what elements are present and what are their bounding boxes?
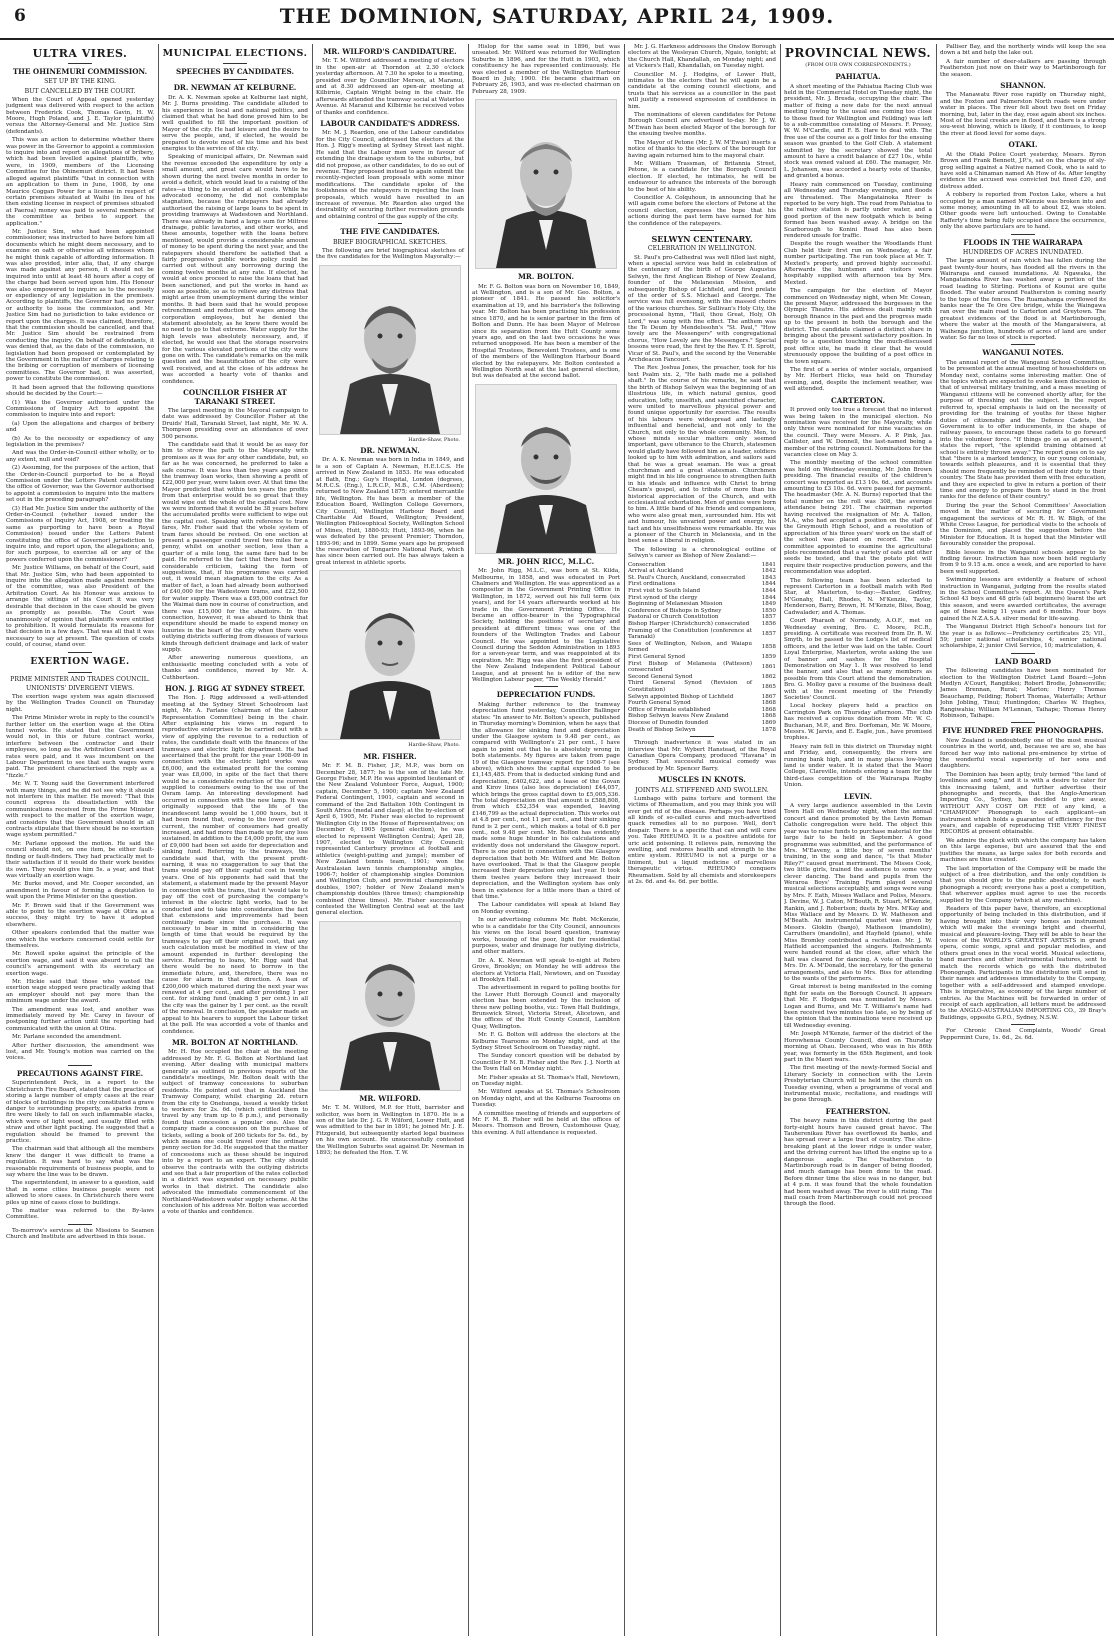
portrait-newman [319, 265, 461, 435]
headline-exertion-wage: EXERTION WAGE. [30, 656, 130, 667]
selwyn-chronology-table [628, 562, 776, 733]
paragraph: The Rev. Joshua Jones, the preacher, took for his text Psalm xix. 2, "He hath made me a polished shaft." In the course of his remarks, he said that the birth of Bishop Selwyn was the beginning of an illustrious life, in which natural genius, good education, lofty, unselfish, and sanctified character, were united to marvellous physical power and found unique opportunity for exercise. The results of his labours were widespread and lastingly influential and beneficial, and not only to the Church, not only to the whole community. Men, to whose minds secular matters only seemed important, gave utterance to the Church, statesmen would gladly have followed him as a leader, soldiers looked up to him with admiration, and sailors said that he was a great seaman. He was a great churchman and a great statesman. Churchmen might find in his life congruence to strengthen faith in his ideals and influence with Christ to bring Cheam's gospel, and to tribute of more than his historical appreciation of the Church, and with ecclesiastical exhortation. Men of genius were born to him. A little band of his friends and companions, who were also great men, surrounded him. His wit and humour, his unvaried power and energy, his tact and his unselfishness were remarkable. He was a pioneer of the Church in Melanesia, and in the best sense a liberal in religion. [628, 365, 776, 545]
paragraph: Despite the rough weather the Woodlands Hunt Club held their first run on Wednesday, a fair number participating. The run took place at Mr. T. Mexted's property, and proved highly successful. Afterwards the huntsmen and visitors were hospitably supplied with afternoon tea by Mrs. Mexted. [784, 241, 932, 286]
chronology-row [628, 608, 776, 615]
chronology-event: Arrival at Auckland [628, 568, 684, 575]
deck-unionists: UNIONISTS' DIVERGENT VIEWS. [25, 684, 135, 692]
chronology-event: Diocese of Dunedin founded [628, 719, 709, 726]
paragraph: Mr. F. M. B. Fisher, J.P., M.P., was born on December 28, 1877; he is the son of the late Mr. George Fisher, M.P. He was appointed lieutenant of the New Zealand Volunteer Force, August, 1900; captain, December 5, 1900; captain New Zealand Federal Contingent, 1901, captain and second in command of the 2nd Battalion 10th Contingent in South Africa (medal and clasp); at the by-election of April 6, 1905, Mr. Fisher was elected to represent Wellington City in the House of Representatives; on December 6, 1905 (general election), he was elected to represent Wellington Central; April 28, 1907, elected to Wellington City Council; represented Canterbury province at football and athletics (weight-putting and jumps); member of New Zealand tennis team, 1901; won the Australasian lawn tennis championship singles, 1906-7; holder of championship singles Dominion and Wellington Club, and provincial championship doubles, 1907; holder of New Zealand men's championship doubles (three times); championship combined (three times). Mr. Fisher successfully contested the Wellington Central seat at the last general election. [316, 763, 464, 917]
deck-speeches: SPEECHES BY CANDIDATES. [176, 67, 294, 76]
chronology-year: 1868 [761, 700, 776, 707]
paragraph: The Prime Minister wrote in reply to the council's further letter on the exertion wage at the Otira tunnel works. He stated that the Government would not, in this or future contract works, interfere between the contractor and their employees, so long as the Arbitration Court award rates were paid, and it was incumbent on the Labour Department to see that such wages were paid. The president characterised the reply as a "fizzle." [6, 715, 154, 779]
paragraph: Dr. A. K. Newman spoke at Kelburne last night, Mr. J. Burns presiding. The candidate alluded to his experience in local and national politics, and claimed that what he had done proved him to be well qualified to fill the important position of Mayor of the city. He had leisure and the desire to serve the people, and, if elected, he would be prepared to devote most of his time and his best energies to the service of the city. [162, 94, 308, 153]
paragraph: Great interest is being manifested in the coming fight for seats on the Borough Council. It appears that Mr. F. Hodgson was nominated by Messrs. Logan and Burns, and Mr. T. Williams's name had been received two minutes too late, so by being of the opinion that the nominations were received up till Wednesday evening. [784, 984, 932, 1029]
deck-cancelled: BUT CANCELLED BY THE COURT. [24, 87, 136, 95]
chronology-year: 1857 [761, 614, 776, 621]
footnote-missions: To-morrow's services at the Missions to Seamen Church and Institute are advertised in this issue. [6, 1227, 154, 1241]
chronology-year: 1849 [761, 601, 776, 608]
paragraph: Mr. Parlane opposed the motion. He said the council should not, on one item, be either fault-finding or fault-finders. They had practically met to their satisfaction if it would do their work besides its own. They would give him 5s. a year, and that was virtually an exertion wage. [6, 840, 154, 879]
paragraph: Mr. J. G. Harkness addresses the Onslow Borough electors at the Wesleyan Church, Ngaio, tonight; at the Church Hall, Khandallah, on Monday night; and at Vickers's Hall, Khandallah, on Tuesday night. [628, 44, 776, 70]
subhead-shannon: SHANNON. [1000, 81, 1046, 91]
paragraph: Mr. Parlane seconded the amendment. [12, 1034, 122, 1041]
chronology-row [628, 700, 776, 707]
paragraph: Mr. F. G. Bolton will address the electors at the Kelburne Tearooms on Monday night, and at the Sydney Street Schoolroom on Tuesday night. [472, 1032, 620, 1051]
paragraph: The heavy rains in this district during the past forty-eight hours have caused great havoc. The Tauherenikau River has overflowed its banks, and has spread over a large tract of country. The slice-breaking plant at the lower ridge is under water, and the driving current has lifted the engine up to a dangerous angle. The Featherston to Martinborough road is in danger of being flooded, and much damage has been done to the road. Before dinner time the slice was in no danger, but at 4 p.m. it was found that the whole foundation had been washed away. The river is still rising. The mail coach from Martinborough could not proceed through the flood. [784, 1118, 932, 1208]
chronology-event: Bishop Selwyn leaves New Zealand [628, 713, 729, 720]
caption-bolton: MR. BOLTON. [517, 272, 575, 282]
masthead [0, 0, 1114, 40]
column-3 [316, 44, 469, 1636]
paragraph: Other speakers contended that the matter was one which the workers concerned could settle for themselves. [6, 930, 154, 949]
paragraph: The last importation of the Company will be made the subject of a free distribution, and the only condition is that you should give to the public absolutely, to each phonograph a record; everyone has a post a competition, that wherever applies must agree to use the records supplied by the Company (which at any machine). [940, 865, 1106, 904]
paragraph: Mr. T. M. Wilford addressed a meeting of electors in the open-air at Thorndon at 2.30 o'clock yesterday afternoon. At 7.30 he spoke to a meeting, presided over by Councillor Merson, at Maranui, and at 8.30 addressed an open-air meeting at Kilbirnie, Captain Wright being in the chair. He afterwards attended the tramway social at Waterloo Avenue. At Maranui and Kilbirnie he received votes of thanks and confidence. [316, 58, 464, 116]
chronology-event: Office of Primate established [628, 706, 711, 713]
column-7 [940, 44, 1106, 1636]
chronology-row [628, 562, 776, 569]
chronology-event: Beginning of Melanesian Mission [628, 601, 723, 608]
chronology-row [628, 568, 776, 575]
subhead-newman-kelburne: DR. NEWMAN AT KELBURNE. [173, 83, 297, 93]
column-5 [628, 44, 781, 1636]
paragraph: The Manawatu River rose rapidly on Thursday night, and the Foxton and Palmerston North roads were under water in places. The river fell about two feet on Friday morning, but, later in the day, rose again about six inches. Most of the local creeks are in flood, and there is a strong sou-west blowing, which is likely, if it continues, to keep the river at flood level for some days. [940, 92, 1106, 137]
paragraph: Mr. Joseph M'Kenzie, farmer of the district of the Horowhenua County Council, died on Thursday morning at Ohau. Deceased, who was in his 86th year, was formerly in the 65th Regiment, and took part in the Maori wars. [784, 1031, 932, 1063]
chronology-row [628, 680, 776, 693]
paragraph: The Labour candidates will speak at Island Bay on Monday evening. [472, 902, 620, 915]
portrait-fisher [319, 570, 461, 740]
paragraph: The Dominion has been aptly, truly termed "the land of loveliness and song," and it is with a desire to cater for this increasing talent, and further advertise their phonographs and records, that the Anglo-American Importing Co., Sydney, has decided to give away, WITHOUT ANY COST OR FEE of any kind, a "CHAMPION" Phonograph to each applicant—an instrument which holds a guarantee of efficiency for five years, and capable of reproducing THE VERY FINEST RECORDS at present obtainable. [940, 771, 1106, 836]
chronology-event: Sees of Wellington, Nelson, and Waiapu formed [628, 640, 752, 654]
headline-municipal-elections: MUNICIPAL ELECTIONS. [162, 48, 308, 59]
paragraph: The following team has been selected to represent Carterton in a football match with Red Star, at Masterton, to-day:—Baxter, Godfrey, M'Gonahy, Hall, Rhodes, N. M'Kenzie, Taylor, Henderson, Barry, Brown, H. M'Kenzie, Bliss, Boag, Cadwalader; and A. Thomas. [784, 577, 932, 616]
paragraph: A very large audience assembled in the Levin Town Hall on Wednesday night, when the annual concert and dance promoted by the Levin Roman Catholic congregation were held. The object this year was to raise funds to purchase material for the large fair to be held in September. A good programme was submitted, and the performance of Mrs. M'Eaveny, a little boy of seven months' training, in the song and dance, "Is that Mister Riley?" caused great merriment. The Misses Cook, two little girls, trained the audience to some very clever dancing. The band and pupils from the Weraroa Boys' Training Farm played several musical selections acceptably, and songs were sung by Mrs. F. Eath, Misses Wallace and Poliss, Messrs. J. Devine, W. J. Caton, M'Bouth, R. Stuart, M'Kenzie, Rankin, and J. Robertson; duets by Mrs. M'Kay and Miss Wallace and by Messrs. D. W. Matheson and M'Beath. An instrumental quartet was given by Messrs. Gloklin (banjo), Matheson (mandolin), Carruthers (mandolin), and Hayfield (piano), while Miss Bromley contributed a recitation. Mr. J. W. Hatfield accompanied the singers. Refreshments were handed round at the close, after which the hall was cleared for dancing. A vote of thanks to Mrs. Dr. A. M'Donald, the secretary, for the general arrangements, and also to Mrs. Biss for attending to the wants of the performers. [784, 803, 932, 983]
paragraph: Heavy rain fell in this district on Thursday night and Friday, and, consequently, the rivers are running bank high, and in many places low-lying land is under water. It is stated that the Maori College, Clareville, intends entering a team for the third-class competition of the Wairarapa Rugby Union. [784, 743, 932, 789]
chronology-event: St. Paul's Church, Auckland, consecrated [628, 574, 746, 581]
subhead-fisher-taranaki: COUNCILLOR FISHER AT TARANAKI STREET. [183, 388, 287, 406]
subhead-otaki: OTAKI. [1008, 140, 1038, 150]
chronology-row [628, 713, 776, 720]
subhead-depreciation-funds: DEPRECIATION FUNDS. [496, 690, 596, 700]
deck-set-up: SET UP BY THE KING. [44, 78, 116, 86]
paragraph: Mr. Hickie said that those who wanted the exertion wage stopped were practically asking that an employer should not pay more than the minimum wage under the award. [6, 979, 154, 1005]
paragraph: (b) As to the necessity or expediency of any legislation in the premises? [6, 435, 154, 448]
paragraph: (2) Assuming, for the purposes of the action, that the Order-in-Council purported to be a Royal Commission under the Letters Patent constituting the office of Governor, was the Governor authorised to appoint a commission to inquire into the matters set out in the preceding paragraph? [6, 465, 154, 504]
subhead-land-board: LAND BOARD [994, 656, 1052, 666]
chronology-event: Conference of Bishops in Sydney [628, 607, 722, 614]
chronology-year: 1878 [761, 726, 776, 733]
paragraph: The superintendent, in answer to a question, said that in some cities business people were not allowed to store cases. In Christchurch there were piles up nine of cases close to buildings. [6, 1180, 154, 1206]
paragraph: Mr. Justice Williams, on behalf of the Court, said that Mr. Justice Sim, who had been appointed to inquire into the allegation made against members of the committee, was also President of the Arbitration Court. As his Honour was anxious to arrange the sittings of his Court it was very desirable that decision in the case should be given as promptly as possible. The Court was unanimously of opinion that plaintiffs were entitled to prohibition. It would formulate its reasons for that decision in a few days. That was all that it was necessary to say at present. The question of costs could, of course, stand over. [6, 565, 154, 649]
chronology-event: First General Synod [628, 653, 686, 660]
chronology-year: 1868 [761, 706, 776, 713]
chronology-event: Death of Bishop Selwyn [628, 726, 696, 733]
subhead-wilford-candidature: MR. WILFORD'S CANDIDATURE. [323, 47, 457, 56]
paragraph: The following are brief biographical sketches of the five candidates for the Wellington Mayoralty:— [316, 247, 464, 261]
photo-credit: Hardie-Shaw, Photo. [408, 742, 460, 749]
chronology-year: 1858 [761, 644, 776, 651]
chronology-year: 1867 [761, 693, 776, 700]
chronology-year: 1844 [761, 594, 776, 601]
column-1 [6, 44, 159, 1636]
paragraph: New Zealand is undoubtedly one of the most musical countries in the world, and, because we are so, she has forced her way into national pre-eminence by virtue of the wonderful vocal superiority of her sons and daughters. [940, 737, 1106, 770]
paragraph: Mr. F. G. Bolton was born on November 16, 1849, at Wellington, and is a son of Mr. Geo. Bolton, a pioneer of 1841. He passed his solicitor's examination at 19, and his barrister's the following year. Mr. Bolton has been practising his profession since 1870, and he is senior partner in the firm of Bolton and Dunn. He has been Mayor of Melrose since its separation from the Hutt County some years ago, and on the last two occasions he was returned unopposed. He has been a member of the Hospital Trustees, Benevolent Trustees, and is one of the members of the Wellington Harbour Board elected by the ratepayers. Mr. Bolton contested a Wellington North seat at the last general election, but was defeated at the second ballot. [472, 283, 620, 380]
portrait-wilford [319, 921, 461, 1091]
paragraph: The monthly meeting of the school committee was held on Wednesday evening, Mr. John Brown presiding. The financial results of the children's concert was reported as £13 10s. 6d., and accounts amounting to £3 10s. 6d. were passed for payment. The headmaster (Mr. A. N. Burns) reported that the total number on the roll was 308, the average attendance being 291. The chairman reported having received the resignation of Mr. A. Tallon, M.A., who had accepted a position on the staff of the Greymouth High School, and a resolution of appreciation of his three years' work on the staff of the school was placed on record. The sub-committee appointed to examine the agricultural plots recommended that a variety of oats and other seeds be tested, and that the potato plot will require their respective production powers, and the recommendation was adopted. [784, 460, 932, 576]
subhead-carterton: CARTERTON. [830, 395, 886, 405]
paragraph: This was an action to determine whether there was power in the Governor to appoint a commission to inquire into and report on allegations of bribery, which had been levelled against plaintiffs, who were, in 1909, members of the Licensing Committee for the Ohinemuri district. It had been alleged against plaintiffs "that in connection with an application to them in June, 1908, by one Maurice Coggan Power for a license in respect of certain premises situated at Waihi (in lieu of his then existing license in respect of premises situated at Paeroa) money was paid to several members of the committee as bribes to support the application." [6, 137, 155, 227]
chronology-row [628, 595, 776, 602]
paragraph: The first meeting of the newly-formed Social and Literary Society in connection with the Levin Presbyterian Church will be held in the church on Tuesday evening, when a programme of vocal and instrumental music, recitations, and readings will be gone through. [784, 1065, 932, 1104]
chronology-row [628, 641, 776, 654]
paragraph: During the year the School Committees' Association moved in the matter of securing for Government engagement the services of Mr. R. H. W. Bligh, of the White Cross League, for periodical visits to the schools of the Dominion, and placed the suggestion before the Minister for Education. It is hoped that the Minister will favourably consider the proposal. [940, 502, 1106, 548]
chronology-year: 1868 [761, 713, 776, 720]
ad-headline-phonographs: FIVE HUNDRED FREE PHONOGRAPHS. [942, 726, 1104, 736]
chronology-year: 1869 [761, 719, 776, 726]
chronology-row [628, 575, 776, 582]
chronology-year: 1857 [761, 630, 776, 637]
chronology-year: 1856 [761, 621, 776, 628]
paragraph: (a) Upon the allegations and charges of bribery and [6, 420, 154, 434]
chronology-year: 1842 [761, 568, 776, 575]
paragraph: Palliser Bay, and the northerly winds will keep the sea down a bit and help the lake out. [940, 44, 1106, 57]
paragraph: A fair number of deer-stalkers are passing through Featherston just now on their way to Martinborough for the season. [940, 58, 1106, 78]
paragraph: Heavy rain commenced on Tuesday, continuing all Wednesday and Thursday evenings, and floods are threatened. The Mangatainoka River is reported to be very high. The road from Pahiatua to the railway station is partly under water, and a good portion of the new footpath which is being formed has been washed away. A bridge on the Scarborough to Konini Road has also been rendered unsafe for traffic. [784, 181, 932, 239]
article-ultra-vires-body [6, 97, 154, 649]
chronology-event: Fourth General Synod [628, 700, 691, 707]
chronology-year: 1861 [761, 663, 776, 670]
paragraph: Mr. Justice Sim, who had been appointed commissioner, was instructed to have before him all documents which he might deem necessary, and to examine on oath or otherwise all witnesses whom he might think capable of affording information. It was also provided, inter alia, that, if any charge was made against any person, it should not be inquired into until at least 48 hours after a copy of the charge had been served upon him. His Honour was also empowered to inquire as to the necessity or expediency of any legislation in the premises. According to plaintiffs, the Governor had no power or authority to issue the commission, and Mr. Justice Sim had no jurisdiction to take evidence or report upon the charges. It was claimed, therefore, that the commission should be cancelled, and that Mr. Justice Sim should be restrained from conducting the inquiry. On behalf of defendants, it was denied that, as the date of the commission, no legislation had been proposed or contemplated by the Government in the matter of charges relating to the bribing or corruption of members of licensing committees. The Governor had, it was asserted, power to constitute the commission. [6, 228, 154, 383]
chronology-row [628, 707, 776, 714]
chronology-year: 1859 [761, 653, 776, 660]
paragraph: The largest meeting in the Mayoral campaign to date was addressed by Councillor Fisher at the Druids' Hall, Taranaki Street, last night, Mr. W. A. Thompson presiding over an attendance of over 500 persons. [162, 407, 308, 440]
deck-biographical: BRIEF BIOGRAPHICAL SKETCHES. [333, 238, 447, 246]
chronology-row [628, 694, 776, 701]
subhead-floods-wairarapa: FLOODS IN THE WAIRARAPA [963, 237, 1083, 247]
headline-ultra-vires: ULTRA VIRES. [32, 47, 128, 60]
subhead-ohinemuri: THE OHINEMURI COMMISSION. [12, 67, 148, 76]
paragraph: Readers of this paper have, therefore, an exceptional opportunity of being included in this distribution, and if having brought into their very homes an instrument which will make the evenings bright and cheerful, musical and pleasure-loving. They will be able to hear the voices of the WORLD'S GREATEST ARTISTS in grand opera, comic songs, sprat and popular melodies, and others great ones in the vocal world. Musical selections, band marches and other instrumental features, sent to match the records which go with the distributed Phonograph. Participants in the distribution will send in their names and addresses immediately to the Company, together with a self-addressed and stamped envelope. This is imperative, as economy of the large number of entries. As the Machines will be forwarded in order of receipt of each application, all letters must be addressed to the ANGLO-AUSTRALIAN IMPORTING CO., 39 Bray's Buildings, opposite G.P.O., Sydney, N.S.W. [940, 905, 1106, 1021]
paragraph: The chairman said that although all the members knew the danger it was difficult to frame a regulation. It was hard to say what was the reasonable requirements of business people, and to say where the line was to be drawn. [6, 1146, 154, 1178]
column-2 [162, 44, 313, 1636]
footer-advert: For Chronic Chest Complaints, Woods' Great Peppermint Cure, 1s. 6d., 2s. 6d. [940, 1028, 1106, 1041]
paragraph: In our advertising columns Mr. Robt. McKenzie, who is a candidate for the City Council, announces his views on the local board question, tramway works, housing of the poor, light for residential purposes, water and drainage for outlying districts, and other matters. [472, 917, 620, 956]
caption-ricc: MR. JOHN RICC, M.L.C. [497, 556, 595, 566]
column-4 [472, 44, 625, 1636]
paragraph: The large amount of rain which has fallen during the past twenty-four hours, has flooded all the rivers in the Wairarapa and caused inundations. At Ngawaka, the Mangatainoka River has washed away a portion of the road leading to Stirling. Portions of Kounui are quite flooded. The water around Featherston is coming nearly to the tops of the fences. The Ruamahanga overflowed its banks near the Te Ore Ore bridge, while the Waingawa ran over the main road to Carterton and Greytown. The greatest evidences of the flood is at Martinborough, where the water at the mouth of the Mangaraiwera, at Waihenga junction, hundreds of acres of land are under water. So far no loss of stock is reported. [940, 258, 1106, 342]
chronology-row [628, 661, 776, 674]
paragraph: Hislop for the same seat in 1896, but was unseated. Mr. Wilford was returned for Wellington Suburbs in 1896, and for the Hutt in 1903, which constituency he has represented continuously. He was elected a member of the Wellington Harbour Board in July, 1900. He became chairman on February 26, 1903, and was re-elected chairman on February 28, 1909. [472, 44, 620, 95]
paragraph: Speaking of municipal affairs, Dr. Newman said the revenue exceeded the expenditure by only a small amount, and great care would have to be shown during the next twelve months in order to avoid a deficit, which would lead to a raising of the rates—a thing to be avoided at all costs. While he advocated economy, he did not contemplate stagnation, because the ratepayers had already authorised the raising of large loans to be spent in providing tramways at Wadestown and Northland. There was already in hand a large sum for Miltree drainage, public lavatories, and other works, and these amounts, together with the loans before mentioned, would provide a considerable amount of money to be spent during the next year, and the ratepayers should therefore be satisfied that a fairly progressive public works policy could be carried out without any borrowing during the coming twelve months at any rate. If elected, he would at once proceed to raise the loans that had been sanctioned, and put the works in hand as soon as possible, so as to relieve any distress that might arise from unemployment during the winter months. It had been said that he would propose retrenchment and reduction of wages among the corporation employees, but he denied the statement absolutely, as he knew there would be no need to go to that extreme. Water supply for the high levels was absolutely necessary, and, if elected, he would see that the storage reservoirs for the various elevated portions of the city were gone on with. The candidate's remarks on the milk question and the beautification of the city were well received, and at the close of his address he was accorded a hearty vote of thanks and confidence. [162, 154, 308, 385]
subhead-levin: LEVIN. [843, 791, 873, 801]
article-exertion-body [6, 694, 154, 1062]
paragraph: The campaign for the election of Mayor commenced on Wednesday night, when Mr. Cowan, the present Mayor, addressed the burgesses in the Olympic Theatre. His address dealt mainly with borough finance in the past and the progress made up to the present in both the borough and the district. The candidate claimed a distinct share in bringing about the present satisfactory position. In reply to a question touching the much-discussed post office site, he made it clear that he would strenuously oppose the building of a post office in the town square. [784, 288, 932, 365]
caption-wilford: MR. WILFORD. [359, 1093, 421, 1103]
subhead-prime-minister: PRIME MINISTER AND TRADES COUNCIL. [10, 675, 150, 683]
paragraph: When the Court of Appeal opened yesterday judgment was delivered with respect to the action between Frederick Cook, Thomas Gavin, H. W. Moore, Hugh Poland, and J. E. Taylor (plaintiffs) versus the Attorney-General and Mr. Justice Sim (defendants). [6, 96, 154, 135]
paragraph: Mr. John Rigg, M.L.C., was born at St. Kilda, Melbourne, in 1858, and was educated in Port Chalmers and Wellington. He was apprenticed as a compositor in the Government Printing Office in Wellington, in 1872, served out his full term (six years), and for 14 years afterwards worked at his trade in the Government Printing Office. He became an office-bearer in the Typographical Society, holding the positions of secretary and president at different times; was one of the founders of the Wellington Trades and Labour Council. He was appointed to the Legislative Council during the Seddon Administration in 1893 for a seven-year term, and was reappointed at its expiration. Mr. Rigg was also the first president of the New Zealand Independent Political Labour League, and at present he is editor of the new Wellington Labour paper, "The Weekly Herald." [472, 568, 620, 684]
paragraph: Mr. William Trassman, of Britannia Street, Petone, is a candidate for the Borough Council election. If elected, he intimates, he will be endeavour to advance the interests of the borough to the best of his ability. [628, 160, 776, 193]
caption-newman: DR. NEWMAN. [360, 445, 420, 455]
paragraph: Mr. F. Brown said that if the Government was able to point to the exertion wage at Otira as a success, they might try to have it adopted elsewhere. [6, 902, 154, 928]
chronology-event: Pastoral or Church Constitution [628, 614, 719, 621]
chronology-event: Consecration [628, 561, 666, 568]
paragraph: Through inadvertence it was stated in an interview that Mr. Wybert Hanstead, of the Royal Canadian Opera Company, produced "Havana" in Sydney. That successful musical comedy was produced by Mr. Spencer Barry. [628, 740, 776, 772]
paragraph: A committee meeting of friends and supporters of Mr. F. M. B. Fisher will be held at the offices of Messrs. Thomson and Brown, Customhouse Quay, this evening. A full attendance is requested. [472, 1110, 620, 1136]
chronology-year: 1841 [761, 561, 776, 568]
chronology-event: First visit to South Island [628, 588, 701, 595]
chronology-row [628, 654, 776, 661]
portrait-bolton [475, 99, 617, 269]
paragraph: The amendment was lost, and another was immediately moved by Mr. Carey in favour of postponing further action until the reporting had communicated with the union at Otira. [6, 1006, 154, 1032]
paragraph: The Sunday concert question will be debated by Councillor P. M. B. Fisher and the Rev. J. J. North at the Town Hall on Monday night. [472, 1053, 620, 1073]
chronology-event: Second General Synod [628, 673, 693, 680]
paragraph: Mr. M. J. Reardon, one of the Labour candidates for the City Council, addressed the electors at the Hon. J. Rigg's meeting at Sydney Street last night. He said that the Labour men were in favour of extending the drainage system to the suburbs, but did not propose, as other candidates, to do so out of revenue. They proposed instead to again submit the recently-rejected loan proposals with some minor modifications. The candidate spoke of the foolishness of the ratepayers in rejecting the loan proposals, which would have resulted in an increase of revenue. Mr. Reardon also urged the desirability of securing further recreation grounds and obtaining control of the gas supply of the city. [316, 130, 464, 220]
paragraph: The first of a series of winter socials, organised by Mr. Herbert Hicks, was held on Thursday evening, and, despite the inclement weather, was well attended. [784, 367, 932, 393]
paragraph: It proved only too true a forecast that no interest was being taken in the municipal election. No nomination was received for the Mayoralty, while only three were nominated for nine vacancies on the council. They were Messrs. A. P. Pink, Jas. Callister, and W. Donnell, the last-named being a member of the retiring council. Nominations for the vacancies close on May 3. [784, 407, 932, 458]
paragraph: After further discussion, the amendment was lost, and Mr. Young's motion was carried on the voices. [6, 1042, 154, 1062]
paragraph: Mr. H. Roe occupied the chair at the meeting addressed by Mr. F. G. Bolton at Northland last evening. After dealing with municipal matters generally as outlined in previous reports of the candidate's meetings, Mr. Bolton dealt with the subject of tramway concessions to suburban residents. He pointed out that in Auckland the Tramway Company, whilst charging 2d. return from the city to Onehunga, issued a weekly ticket to workers for 2s. 6d. (which entitled them to travel by any tram up to 8 p.m.), and personally found that concession a popular one. Also the company made a concession on the purchase of tickets, selling a book of 260 tickets for 5s. 6d., by which means one could travel over the ordinary penny section for 3d. He suggested that the matter of concessions such as these should be inquired into by a report to an expert. The city should observe the contrasts with the outlying districts and see that a fair proportion of the rates collected in a district was expended on necessary public works in that district. The candidate also advocated the immediate commencement of the Northland-Wadestown water supply scheme. At the conclusion of his address Mr. Bolton was accorded a vote of thanks and confidence. [162, 1049, 308, 1216]
subhead-pahiatua: PAHIATUA. [835, 72, 881, 82]
paragraph: Mr. Rowell spoke against the principle of the exertion wage, and said it was absurd to call the council's arrangement with its secretary an exertion wage. [6, 951, 154, 977]
paragraph: The following candidates have been nominated for election to the Wellington District Land Board:—John Medlyn A'Court, Rangitikei; Robert Brodie, Johnsonville; James Brennan, Rural; Marton; Henry Thomas Beauchamp, Feilding; Robert Thomas, Waterfalls; Arthur John Jobling, Tinui; Huntingdon; Charles W. Hughes, Rangiwahia; William M'Lennan, Taihape; Thomas Henry Robinson, Taihape. [940, 668, 1106, 719]
paragraph: The Wanganui District High School's honours list for the year is as follows:—Proficiency certificates 25; VII., 59; junior national scholarships, 4; senior national scholarships, 2; junior Civil Service, 10; matriculation, 4. [940, 624, 1106, 650]
paragraph: Mr. Wilford speaks at St. Thomas's Schoolroom on Monday night, and at the Kelburne Tearooms on Tuesday. [472, 1089, 620, 1109]
paragraph: Dr. A. K. Newman will speak to-night at Rebro Grove, Brooklyn; on Monday he will address the electors at Victoria Hall, Newtown, and on Tuesday at Brooklyn Hall. [472, 957, 620, 983]
chronology-event: First ordinations [628, 581, 676, 588]
subhead-wanganui-notes: WANGANUI NOTES. [982, 348, 1064, 358]
paragraph: Swimming lessons are evidently a feature of school instruction in Wanganui, judging from the results stated in the School Committee's report. At the Queen's Park School 43 boys and 48 girls (all beginners) learnt the art this season, and were awarded certificates, the average age of these being 11 years and 6 months. Four boys gained the N.Z.A.S.A. silver medal for life-saving. [940, 577, 1106, 622]
chronology-row [628, 588, 776, 595]
paragraph: The Mayor of Petone (Mr. J. W. M'Ewan) inserts a notice of thanks to the electors of the borough for having again returned him to the mayoral chair. [628, 139, 776, 159]
headline-precautions-fire: PRECAUTIONS AGAINST FIRE. [16, 1068, 144, 1078]
paragraph: After answering numerous questions, an enthusiastic meeting concluded with a vote of thanks and confidence, moved by Mr. A. Cuthbertson. [162, 655, 308, 681]
chronology-year: 1865 [761, 683, 776, 690]
chronology-year: 1844 [761, 581, 776, 588]
paragraph: Mr. Fisher speaks at St. Thomas's Hall, Newtown, on Tuesday night. [472, 1074, 620, 1088]
ad-deck-joints: JOINTS ALL STIFFENED AND SWOLLEN. [635, 786, 769, 794]
newspaper-title: THE DOMINION, SATURDAY, APRIL 24, 1909. [279, 4, 835, 28]
paragraph: Councillor M. J. Hodgins, of Lower Hutt, intimates to the electors that he will again be a candidate at the coming council elections, and trusts that his services as a councillor in the past will justify a renewed expression of confidence in him. [628, 71, 776, 110]
paragraph: The advertisement in regard to polling booths for the Lower Hutt Borough Council and mayoralty election has been extended by the inclusion of three new polling booths, viz.: Town Hall Buildings, Brunswick Street, Victoria Street, Alicetown, and the offices of the Hutt County Council, Lambton Quay, Wellington. [472, 985, 620, 1030]
paragraph: The annual report of the Wanganui School Committee, to be presented at the annual meeting of householders on Monday next, contains some interesting matter. One of the topics which are expected to evoke keen discussion is that of universal military training, and a mass meeting of Wanganui citizens will be convened shortly after, for the purpose of threshing out the subject. In the report referred to, special emphasis is laid on the necessity of providing for the training of youths for these higher duties of citizenship and the Defence Cadets, the Government is to offer inducements, in the shape of railway passes, to encourage these cadets to go forward into the volunteer force. "If things go on as at present," states the report, "the splendid training obtained at school is entirely thrown away." The report goes on to say that "there is a marked tendency, in our young colonials, towards selfish pleasures, and it is essential that they should more frequently be reminded of their duty to their country. The State has provided them with free education, and they are expected to give in return a portion of their time and energy to prepare them to stand in the front ranks for the defence of their country." [940, 359, 1106, 501]
chronology-row [628, 628, 776, 641]
paragraph: St. Paul's pro-Cathedral was well filled last night, when a special service was held in celebration of the centenary of the birth of George Augustus Selwyn, the first Anglican Bishop of New Zealand, founder of the Melanesian Mission, and subsequently Bishop of Lichfield, and first prelate of the order of S.S. Michael and George. The service was full evensong, with the massed choirs of the various churches. Sir Sullivan's Holy City, the processional hymn, "Hail, thou Great, Holy, Oh Lord," was sung with fine effect. The anthem was the Te Deum by Mendelssohn's "St. Paul," "How lovely are the Messengers" with congregational chorus, "How Lovely are the Messengers." Special lessons were read, the first by the Rev. T. H. Sprott, Vicar of St. Paul's, and the second by the Venerable Archdeacon Fancourt. [628, 254, 776, 364]
chronology-row [628, 581, 776, 588]
paragraph: Court Pharaoh of Normandy, A.O.F., met on Wednesday evening, Bro. C. Moore, P.C.R., presiding. A certificate was received from Dr. R. W. Smyth, to be passed to the Lodge's list of medical officers, and the letter was laid on the table. Court Loyal Enterprise, Masterton, wrote asking the use of banner and sashes for the Hospital Demonstration on May 1. It was resolved to lend the banner, and also that as many members as possible from this Court attend the demonstration. Bro. G. Molloy gave a resume of the business dealt with at the recent meeting of the Friendly Societies' Council. [784, 618, 932, 701]
paragraph: (1) Was the Governor authorised under the Commissions of Inquiry Act to appoint the commission to inquire into and report: [6, 399, 154, 419]
chronology-row [628, 621, 776, 628]
subhead-correspondents: (FROM OUR OWN CORRESPONDENTS.) [805, 62, 911, 68]
page-number: 6 [14, 6, 26, 26]
ad-text-rheumo: Lumbago with pains torture and torment the victims of Rheumatism, and you may think you will ever get rid of the disease. Perhaps you have tried all kinds of so-called cures and much-advertised quack remedies all to no purpose. Well, don't despair. There is a specific that can and will cure you. Take RHEUMO. It is a positive antidote for uric acid poisoning. It relieves pain, removing the swelling, and restores health and strength to the entire system. RHEUMO is not a purge or a liniment, but a liquid medicine of marvellous therapeutic virtue. RHEUMO conquers Rheumatism. Sold by all chemists and storekeepers at 2s. 6d. and 4s. 6d. per bottle. [628, 795, 776, 886]
chronology-row [628, 720, 776, 727]
subhead-five-candidates: THE FIVE CANDIDATES. [340, 227, 440, 237]
paragraph: The exertion wage system was again discussed by the Wellington Trades Council on Thursday night. [6, 693, 154, 713]
paragraph: The candidate said that it would be as easy for him to strew the path to the Mayoralty with promises as it was for any other candidate, but, so far as he was concerned, he preferred to take a safe course. It was less than two years ago since the tramway loan works, then showing a profit of £22,000 per year, were taken over. At that time the Mayor predicted that within ten years the profits from that enterprise would be so great that they would wipe out the whole of the capital cost. Now we were informed that it would be 38 years before the accumulated profits were sufficient to wipe out the capital cost. Speaking with reference to tram fares, Mr. Fisher said that the whole system of tram fares should be revised. On one section at present a passenger could travel two miles for a penny, whilst on another section, less than a quarter of a mile long, the same fare had to be paid. He referred to the fact that there had been considerable criticism, taking the form of suggestions, that, if his programme was carried out, it would mean stagnation to the city. As a matter of fact, a loan had already been authorised of £40,000 for the Wadestown trams, and £22,500 for water supply. There was a £95,000 contract for the Waimai dam now in course of construction, and there was £15,000 for the abattoirs. In this connection, however, it was absurd to think that expenditure should be made to expend money on luxuries in the heart of the city when there were outlying districts suffering from diseases of various kinds through deficient drainage and lack of water supply. [162, 441, 309, 653]
paragraph: Dr. A. K. Newman was born in India in 1849, and is a son of Captain A. Newman, H.E.I.C.S. He arrived in New Zealand in 1853. He was educated at Bath, Eng.; Guy's Hospital, London (degrees, M.R.C.S. (Eng.), L.R.C.P., M.B., C.M. (Aberdeen); returned to New Zealand 1875; entered mercantile life, Wellington. He has been a member of the Education Board, Wellington College Governors, City Council, Wellington Harbour Board and Charitable Aid Board, Wellington; President, Wellington Philosophical Society, Wellington School of Mines, Hutt, 1880-93; Hutt, 1893-96, when he was defeated by the present Premier; Thorndon, 1893-96; and in 1899. Some years ago he proposed the reservation of Tongariro National Park, which has since been carried out. He has always taken a great interest in athletic sports. [316, 457, 464, 566]
paragraph: It had been agreed that the following questions should be decided by the Court:— [6, 384, 154, 398]
chronology-event: Bishop Harper (Christchurch) consecrated [628, 621, 750, 628]
chronology-year: 1862 [761, 673, 776, 680]
paragraph: A robbery is reported from Foxton Lake, where a hut occupied by a man named M'Kenzie was broken into and some money, amounting in all to about £2, was stolen. Other goods were left untouched. Owing to Constable Rafferty's time being fully occupied since the occurrence, only the above particulars are to hand. [940, 192, 1106, 231]
article-fire-body [6, 1080, 154, 1221]
paragraph: And was the Order-in-Council either wholly, or to any extent, null and void? [6, 450, 154, 463]
chronology-event: First Bishop of Melanesia (Patteson) consecrated [628, 660, 752, 674]
paragraph: Councillor A. Colquhoun, in announcing that he will again come before the electors of Petone at the council election, expresses the hope that his actions during the past term have earned for him the confidence of the ratepayers. [628, 194, 776, 227]
deck-celebration: CELEBRATION IN WELLINGTON. [647, 245, 757, 253]
column-6 [784, 44, 937, 1636]
paragraph: Mr. W. T. Young said the Government interfered with many things, and he did not see why it should not interfere in this matter. He moved: "That this council express its dissatisfaction with the communications received from the Prime Minister with respect to the matter of the exertion wage, and considers that the Government should in all contracts stipulate that there should be no exertion wage system permitted." [6, 781, 154, 839]
portrait-ricc [475, 384, 617, 554]
paragraph: We admire the pluck with which the company has taken on this large expense, but are assured that the end justifies the means, as large sales for both records and machines are thus created. [940, 837, 1106, 864]
chronology-year: 1850 [761, 607, 776, 614]
paragraph: Superintendent Peck, in a report to the Christchurch Fire Board, stated that the practice of storing a large number of empty cases at the rear of blocks of buildings in the city constituted a grave danger to surrounding property, as sparks from a fire were likely to fall on such inflammable stacks, which were of light wood, and usually filled with straw and other light packing. He suggested that a regulation should be framed to prevent the practice. [6, 1080, 154, 1144]
paragraph: The matter was referred to the By-laws Committee. [6, 1208, 154, 1221]
chronology-year: 1843 [761, 574, 776, 581]
paragraph: The following is a chronological outline of Selwyn's career as Bishop of New Zealand:— [628, 546, 776, 560]
ad-headline-muscles: MUSCLES IN KNOTS. [658, 775, 746, 785]
chronology-year: 1844 [761, 588, 776, 595]
subhead-labour-candidate: LABOUR CANDIDATE'S ADDRESS. [320, 119, 460, 129]
deck-hundreds-acres: HUNDREDS OF ACRES INUNDATED. [962, 248, 1084, 256]
headline-provincial-news: PROVINCIAL NEWS. [784, 46, 932, 60]
chronology-row [628, 601, 776, 608]
paragraph: Mr. Burke moved, and Mr. Cooper seconded, an amendment in favour of forming a deputation to wait upon the Prime Minister on the question. [6, 881, 154, 901]
photo-credit: Hardie-Shaw, Photo. [408, 436, 460, 443]
paragraph: Making further reference to the tramway depreciation fund yesterday, Councillor Ballinger states: "In answer to Mr. Bolton's speech, published in Thursday morning's Dominion, when he says that the allowance for sinking fund and depreciation under the Glasgow system is 9.48 per cent., as compared with Wellington's 21 per cent., I have again to point out that he is absolutely wrong in both statements. My figures are taken from page 19 of the Glasgow tramway report for 1906-7 (see above), which shows the capital expended to be £1,145,485. From that is deducted sinking fund and depreciation, £402,622, and a lease of the Govan and Kirov lines (also less depreciation) £44,057, which brings the gross capital down to £5,005,336. The total depreciation on that amount is £588,808, from which £52,354 was expended, leaving £146,799 as the actual depreciation. This works out at 4.8 per cent., not 11 per cent., and their sinking fund is 2 per cent., which makes a total of 6.8 per cent., not 9.48 per cent. Mr. Bolton has evidently made some huge blunder in his calculations and evidently does not understand the Glasgow report. There is one point in connection with the Glasgow depreciation that both Mr. Wilford and Mr. Bolton have overlooked. That is that the Glasgow people increased their depreciation only last year. It took them twelve years before they increased their depreciation, and the Wellington system has only been in existence for a little more than a third of that time." [472, 701, 620, 901]
paragraph: The nominations of eleven candidates for Petone Borough Council are advertised to-day. Mr. J. W. M'Ewan has been elected Mayor of the borough for the ensuing twelve months. [628, 112, 776, 138]
subhead-bolton-northland: MR. BOLTON AT NORTHLAND. [171, 1037, 299, 1047]
caption-fisher: MR. FISHER. [363, 751, 417, 761]
chronology-row [628, 727, 776, 734]
headline-selwyn-centenary: SELWYN CENTENARY. [651, 233, 753, 244]
subhead-featherston: FEATHERSTON. [825, 1106, 891, 1116]
paragraph: At the Otaki Police Court yesterday, Messrs. Byron Brown and Frank Bennett, J.P.'s, sat on the charge of sly-grog selling against a Native named Cook, who is said to have sold a Chinaman named Ah How of 4s. After lengthy evidence the accused was convicted but fined £20, and distress added. [940, 151, 1106, 190]
paragraph: Mr. T. M. Wilford, M.P. for Hutt, barrister and solicitor, was born in Wellington in 1870. He is a son of the late Dr. J. G. P. Wilford, Lower Hutt, and was admitted to the bar in 1891; he joined Mr. J. E. Fitzgerald, but subsequently started legal business on his own account. He unsuccessfully contested the Wellington Suburbs seat against Dr. Newman in 1893; he defeated the Hon. T. W. [316, 1105, 464, 1157]
paragraph: Bible lessons in the Wanganui schools appear to be finding favour. Instruction has now been held regularly from 9 to 9.15 a.m. once a week, and are reported to have been well supported. [940, 549, 1106, 575]
subhead-rigg-sydney: HON. J. RIGG AT SYDNEY STREET. [165, 683, 305, 693]
chronology-event: Selwyn appointed Bishop of Lichfield [628, 693, 734, 700]
paragraph: The Hon. J. Rigg addressed a well-attended meeting at the Sydney Street Schoolroom last night, Mr. A. Farlane (chairman of the Labour Representation Committee) being in the chair. After explaining his views in regard to reproductive enterprises to be carried out with a view of applying the revenue to a reduction of rates, the candidate dealt with the finances of the tramways and electric light department. He had ascertained that the profit for the year 1908-09 in connection with the electric light works was £6,000, and the estimated profit for the coming year was £8,000, in spite of the fact that there would be a considerable reduction of the current supplied to consumers owing to the use of the Osram lamp. An interesting development had occurred in connection with the new lamp. It was originally supposed that the life of the incandescent lamp would be 1,000 hours, but it had been found that, owing to the lower cost of current, the number of consumers had greatly increased, and had more than made up for any loss sustained. In addition to the £4,000 profit, the sum of £9,000 had been set aside for depreciation and sinking fund. Referring to the tramways, the candidate said that, with the present profit-earning, it was no exaggeration to say that the trams would pay off their capital cost in twenty years. One of his opponents had said that the statement, a statement made by the present Mayor in connection with the trams, that it 'would take to pay off the cost of purchasing the company's interest in the electric light works, had to be conducted and to take into consideration the fact that extensions and improvements had been continually made since the purchase. It was necessary to bear in mind in considering the length of time that would be required by the tramways to pay off their original cost, that any such calculation must be modified in view of the amount expended in further developing the service. Referring to loans, Mr. Rigg said that there would be no need to borrow in the immediate future, and, therefore, there was no cause for alarm in that direction. A loan of £200,000 which matured during the next year was renewed at 4 per cent., and after providing 1 per cent. for sinking fund (making 5 per cent.) in all the city was the gainer by 1 per cent. as the result of the renewal. In conclusion, the speaker made an appeal to his hearers to support the Labour ticket at the poll. He was accorded a vote of thanks and confidence. [162, 695, 308, 1035]
paragraph: (3) Had Mr. Justice Sim under the authority of the Order-in-Council (whether issued under the Commissions of Inquiry Act, 1908, or treating the same as purporting to have been a Royal Commission) issued under the Letters Patent constituting the office of Governor) jurisdiction to inquire into, and report upon, the allegations; and, for such purpose, to exercise all or any of the powers conferred upon the commissioner? [6, 505, 154, 563]
paragraph: Local hockey players held a practice on Carrington Park on Thursday afternoon. The club has received a copious donation from Mr. W. C. Buchanan, M.P., and Bro. Dorfoman, Mr. W. Moore, Messrs. W. Jarvis, and E. Eagle, jun., have promised trophies. [784, 703, 932, 742]
chronology-event: First synod of the clergy [628, 594, 698, 601]
paragraph: A short meeting of the Pahiatua Racing Club was held in the Commercial Hotel on Tuesday night, the president, Mr. J. Bresda, occupying the chair. The matter of fixing a new date for the next annual meeting (owing to the usual one coming too close to those fixed for Wellington and Feilding) was left to a sub-committee consisting of Messrs. F. Pressy, W. W. M'Cardle, and F. B. Hare to deal with. The free use of the course as a golf links for the ensuing season was granted to the Golf Club. A statement submitted by the secretary showed the total amount to have a credit balance of £27 10s., while stock was owned valued at £60. The manager, Mr. L. Johansen, was accorded a hearty vote of thanks, and granted a bonus. [784, 83, 932, 180]
chronology-event: Framing of the Constitution (conference at Taranaki) [628, 627, 752, 641]
chronology-event: Third General Synod (Revision of Constitution) [628, 680, 752, 693]
